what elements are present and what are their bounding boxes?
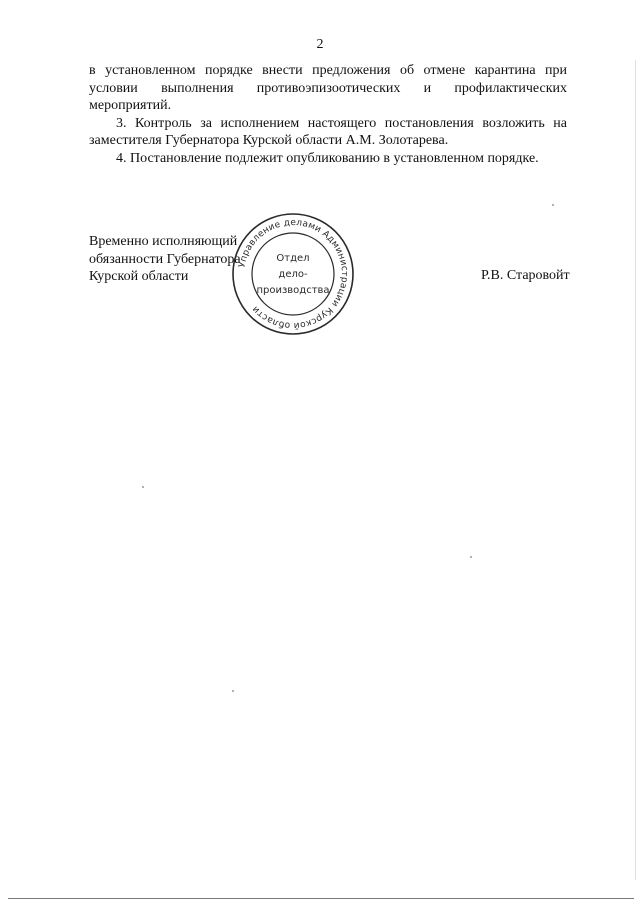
scan-bottom-edge [8,898,634,899]
scan-edge [635,60,636,880]
stamp-center-line-1: Отдел [276,253,310,264]
scan-speck [552,204,554,206]
scan-speck [232,690,234,692]
official-stamp [231,212,355,336]
stamp-ring-text: Управление делами Администрации Курской области [237,217,350,331]
scan-speck [142,486,144,488]
signer-position-line-3: Курской области [89,269,189,284]
scan-speck [470,556,472,558]
stamp-center-line-3: производства [256,285,330,296]
signer-position-line-1: Временно исполняющий [89,234,238,249]
signer-position [89,233,241,286]
stamp-center-line-2: дело- [278,269,308,280]
signer-name: Р.В. Старовойт [481,268,570,283]
paragraph-3: 3. Контроль за исполнением настоящего постановления возложить на заместителя Губернатора Курской области А.М. Золотарева. [89,115,567,148]
document-body [89,62,567,167]
paragraph-4: 4. Постановление подлежит опубликованию в установленном порядке. [116,150,539,166]
paragraph-continuation: в установленном порядке внести предложения об отмене карантина при условии выполнения противоэпизоотических и профилактических мероприятий. [89,63,567,113]
signer-position-line-2: обязанности Губернатора [89,251,241,267]
page-number: 2 [316,37,324,52]
